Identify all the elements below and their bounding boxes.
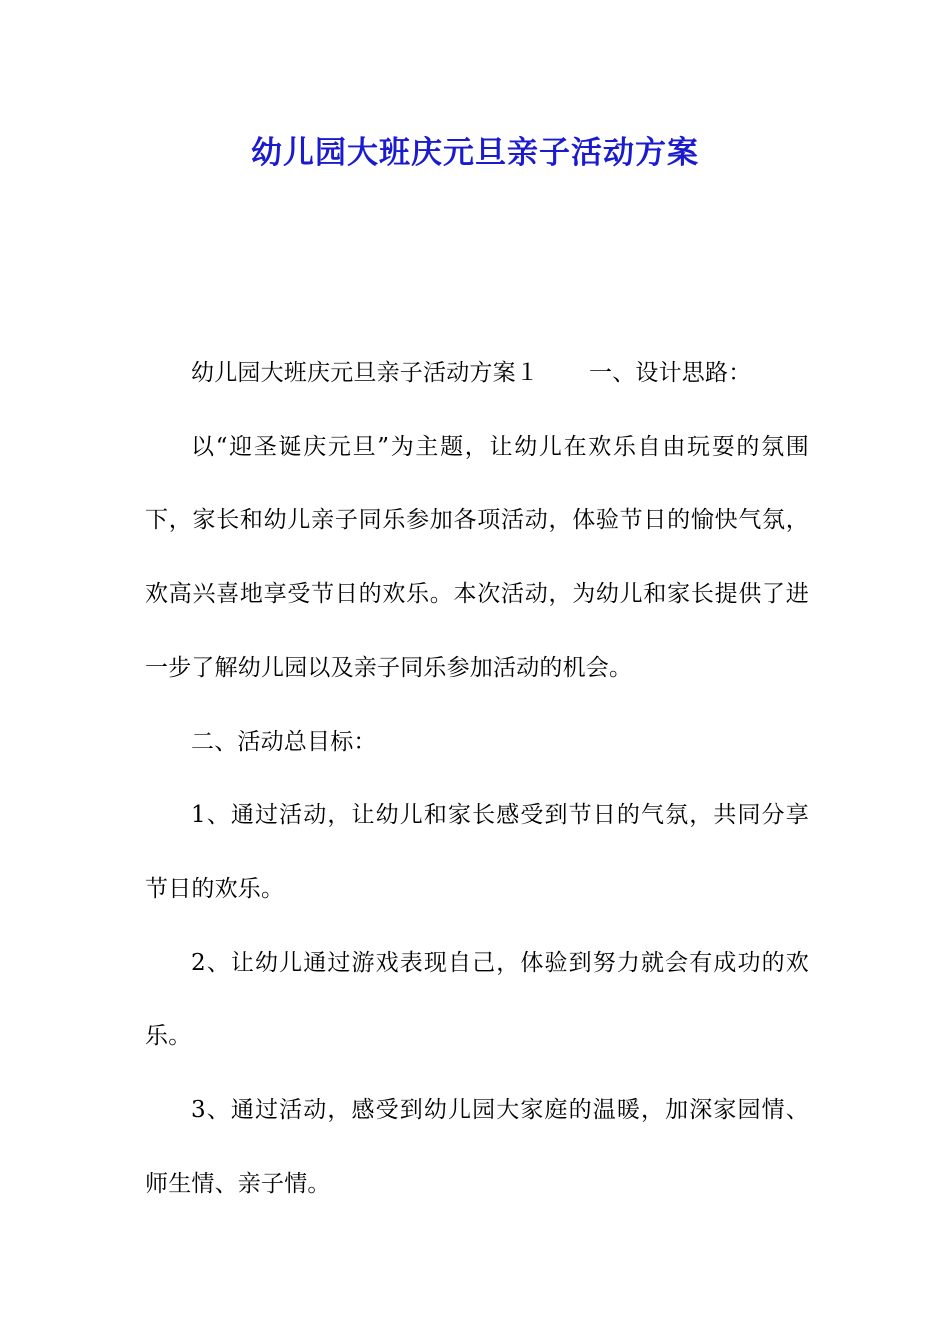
goal-item-1: 1、通过活动，让幼儿和家长感受到节日的气氛，共同分享节日的欢乐。 [145, 802, 809, 902]
document-title: 幼儿园大班庆元旦亲子活动方案 [251, 135, 699, 171]
intro-heading: 幼儿园大班庆元旦亲子活动方案１ [191, 360, 539, 386]
paragraph-design-idea: 以“迎圣诞庆元旦”为主题，让幼儿在欢乐自由玩耍的氛围下，家长和幼儿亲子同乐参加各项活动，体验节日的愉快气氛，欢高兴喜地享受节日的欢乐。本次活动，为幼儿和家长提供了进一步了解幼儿园以及亲子同乐参加活动的机会。 [145, 433, 809, 681]
goal-item-3: 3、通过活动，感受到幼儿园大家庭的温暖，加深家园情、师生情、亲子情。 [145, 1097, 809, 1197]
section-heading-goals: 二、活动总目标： [191, 728, 377, 755]
goal-item-2: 2、让幼儿通过游戏表现自己，体验到努力就会有成功的欢乐。 [145, 949, 809, 1050]
document-body [145, 337, 809, 1221]
section-heading-design: 一、设计思路： [589, 360, 752, 386]
paragraph-intro [145, 337, 809, 411]
